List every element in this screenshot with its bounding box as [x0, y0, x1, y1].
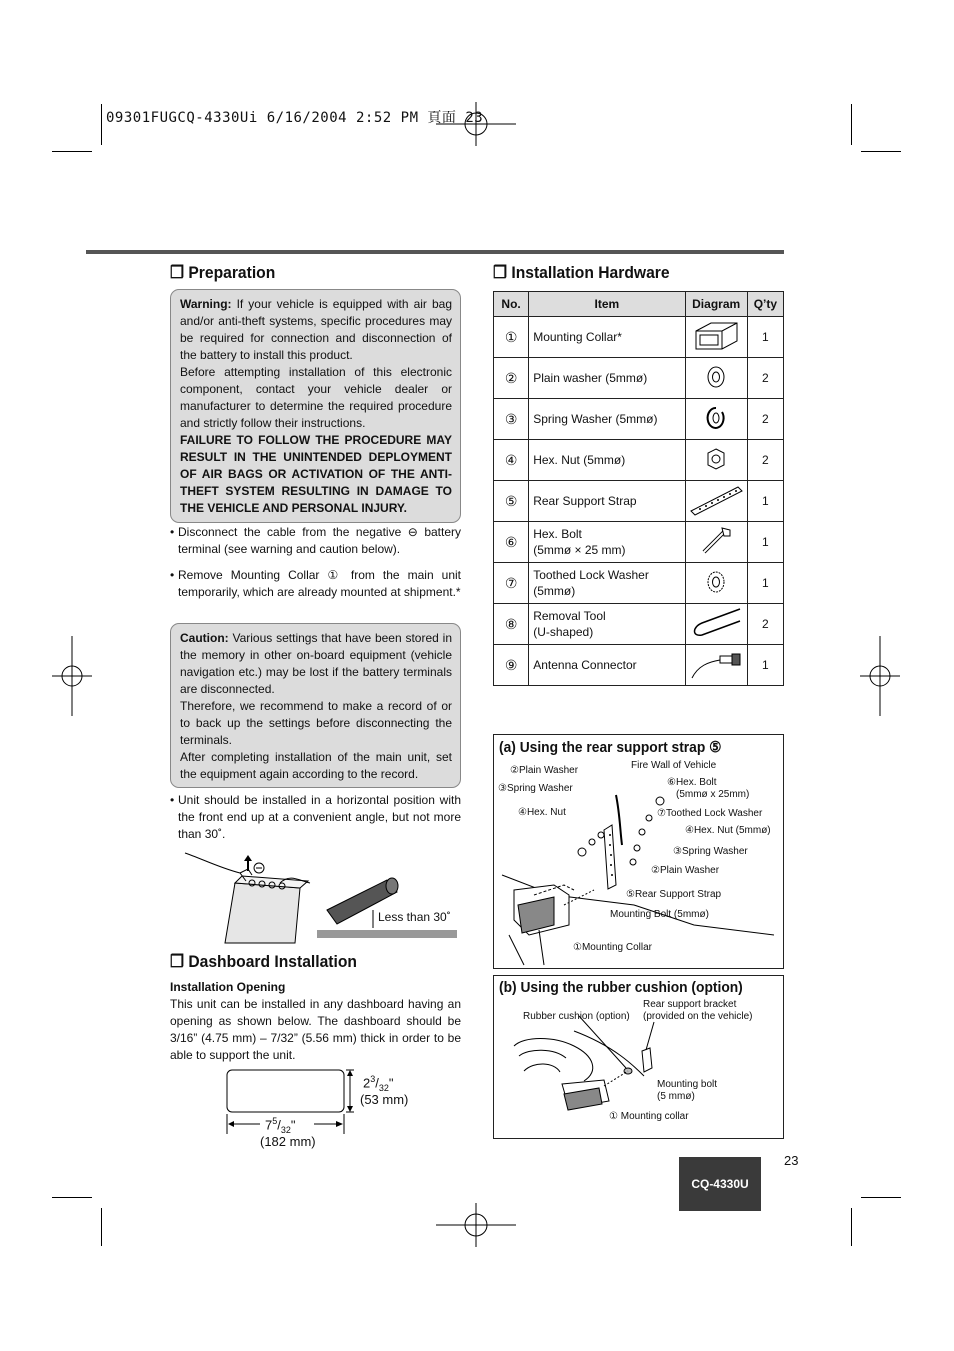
row-qty: 2 [747, 358, 783, 399]
angle-illustration [317, 870, 457, 942]
label-fire-wall: Fire Wall of Vehicle [631, 760, 717, 771]
row-qty: 1 [747, 563, 783, 604]
label-plain-washer-left: ②Plain Washer [510, 765, 579, 776]
height-dimension-mm: (53 mm) [360, 1092, 409, 1107]
row-item: Spring Washer (5mmø) [529, 399, 685, 440]
label-hex-bolt-size: (5mmø x 25mm) [676, 789, 750, 800]
caution-box [170, 623, 461, 788]
header-qty: Q’ty [747, 292, 783, 317]
row-qty: 1 [747, 317, 783, 358]
height-dimension-numerator: 3 [370, 1074, 376, 1084]
label-rear-support-bracket: Rear support bracket (provided on the vehicle) [643, 999, 753, 1022]
crop-mark [851, 1208, 852, 1246]
panel-rear-support-strap [493, 734, 784, 969]
spring-washer-diagram [685, 399, 747, 440]
row-number: ⑤ [494, 481, 529, 522]
row-number: ④ [494, 440, 529, 481]
panel-b-title: (b) Using the rubber cushion (option) [499, 979, 743, 996]
removal-tool-diagram [685, 604, 747, 645]
table-row [494, 481, 784, 522]
crop-mark [52, 151, 92, 152]
table-row [494, 522, 784, 563]
panel-a-title: (a) Using the rear support strap ⑤ [499, 739, 722, 756]
row-qty: 2 [747, 440, 783, 481]
width-dimension-numerator: 5 [272, 1116, 278, 1126]
width-dimension-mm: (182 mm) [260, 1134, 316, 1149]
table-row [494, 399, 784, 440]
row-item: Removal Tool (U-shaped) [529, 604, 685, 645]
row-number: ③ [494, 399, 529, 440]
row-number: ⑦ [494, 563, 529, 604]
header-item: Item [529, 292, 685, 317]
label-mounting-bolt-b: Mounting bolt (5 mmø) [657, 1079, 718, 1102]
crop-mark [851, 104, 852, 145]
bullet-remove-collar: • Remove Mounting Collar ① from the main unit temporarily, which are already mounted at shipment.* [170, 568, 461, 599]
caution-text: Various settings that have been stored in the memory in other on-board equipment (vehicle navigation etc.) may be lost if the battery terminals are disconnected. [180, 631, 452, 696]
row-number: ② [494, 358, 529, 399]
label-hex-bolt: ⑥Hex. Bolt [667, 777, 717, 788]
row-qty: 1 [747, 645, 783, 686]
label-hex-nut-left: ④Hex. Nut [518, 807, 566, 818]
label-mounting-bolt: Mounting Bolt (5mmø) [610, 909, 709, 920]
warning-label: Warning: [180, 297, 232, 311]
bullet-remove-collar-text: Remove Mounting Collar ① from the main unit temporarily, which are already mounted at shipment.* [178, 568, 461, 599]
caution-label: Caution: [180, 631, 229, 645]
preparation-heading: ❒ Preparation [170, 263, 276, 282]
row-item: Antenna Connector [529, 645, 685, 686]
plain-washer-diagram [685, 358, 747, 399]
label-spring-washer-left: ③Spring Washer [498, 783, 573, 794]
width-dimension: $7^5/_{32}$" [265, 1116, 296, 1135]
mounting-collar-diagram [685, 317, 747, 358]
row-qty: 2 [747, 399, 783, 440]
antenna-connector-diagram [685, 645, 747, 686]
bullet-angle-text: Unit should be installed in a horizontal position with the front end up at a convenient angle, but not more than 30˚. [178, 793, 461, 841]
print-slug: 09301FUGCQ-4330Ui 6/16/2004 2:52 PM 頁面 23 [106, 110, 484, 126]
height-dimension: $2^3/_{32}$" [363, 1074, 394, 1093]
table-row [494, 604, 784, 645]
row-qty: 2 [747, 604, 783, 645]
table-row [494, 645, 784, 686]
width-dimension-denominator: 32 [280, 1124, 291, 1135]
panel-rubber-cushion [493, 975, 784, 1139]
installation-opening-subtitle: Installation Opening [170, 980, 286, 994]
caution-text-2: Therefore, we recommend to make a record of or to back up the settings before disconnecting the terminals. [180, 699, 452, 747]
row-item: Hex. Nut (5mmø) [529, 440, 685, 481]
height-dimension-whole: 2 [363, 1075, 371, 1091]
table-row [494, 358, 784, 399]
section-divider [86, 250, 784, 254]
row-number: ⑥ [494, 522, 529, 563]
label-toothed-lock-washer: ⑦Toothed Lock Washer [657, 808, 763, 819]
page-number: 23 [784, 1153, 799, 1168]
crop-mark [101, 1208, 102, 1246]
row-qty: 1 [747, 481, 783, 522]
registration-mark-left [52, 636, 92, 716]
width-dimension-whole: 7 [265, 1117, 273, 1133]
warning-text-2: Before attempting installation of this electronic component, contact your vehicle dealer or manufacturer to determine the required procedure and strictly follow their instructions. [180, 365, 452, 430]
label-rear-support-strap: ⑤Rear Support Strap [626, 889, 722, 900]
row-number: ⑧ [494, 604, 529, 645]
crop-mark [52, 1197, 92, 1198]
battery-illustration [180, 843, 320, 947]
table-row [494, 563, 784, 604]
row-number: ⑨ [494, 645, 529, 686]
row-item: Rear Support Strap [529, 481, 685, 522]
row-item: Mounting Collar* [529, 317, 685, 358]
registration-mark-right [860, 636, 900, 716]
label-hex-nut-right: ④Hex. Nut (5mmø) [685, 825, 771, 836]
bullet-angle: • Unit should be installed in a horizontal position with the front end up at a convenient angle, but not more than 30˚. [170, 793, 461, 841]
bullet-disconnect-text: Disconnect the cable from the negative ⊖ battery terminal (see warning and caution below). [178, 525, 461, 556]
crop-mark [101, 104, 102, 145]
warning-box [170, 289, 461, 523]
toothed-lock-washer-diagram [685, 563, 747, 604]
crop-mark [861, 1197, 901, 1198]
model-badge: CQ-4330U [679, 1157, 761, 1211]
row-qty: 1 [747, 522, 783, 563]
label-mounting-collar: ①Mounting Collar [573, 942, 652, 953]
table-row [494, 440, 784, 481]
bullet-disconnect: • Disconnect the cable from the negative ⊖ battery terminal (see warning and caution below). [170, 525, 461, 556]
table-header-row [494, 292, 784, 317]
warning-text: If your vehicle is equipped with air bag and/or anti-theft systems, specific procedures may be required for connection and disconnection of the battery to install this product. [180, 297, 452, 362]
label-mounting-collar-b: ① Mounting collar [609, 1111, 689, 1122]
header-no: No. [494, 292, 529, 317]
height-dimension-denominator: 32 [378, 1082, 389, 1093]
hex-nut-diagram [685, 440, 747, 481]
angle-label: Less than 30˚ [378, 910, 451, 924]
hardware-table [493, 291, 784, 686]
registration-mark-bottom [436, 1203, 516, 1247]
dashboard-heading: ❒ Dashboard Installation [170, 952, 357, 971]
row-item: Hex. Bolt (5mmø × 25 mm) [529, 522, 685, 563]
rear-support-strap-diagram [685, 481, 747, 522]
row-item: Plain washer (5mmø) [529, 358, 685, 399]
hex-bolt-diagram [685, 522, 747, 563]
label-plain-washer-right: ②Plain Washer [651, 865, 720, 876]
crop-mark [861, 151, 901, 152]
header-diagram: Diagram [685, 292, 747, 317]
row-number: ① [494, 317, 529, 358]
warning-caps: FAILURE TO FOLLOW THE PROCEDURE MAY RESULT IN THE UNINTENDED DEPLOYMENT OF AIR BAGS OR ACTIVATION OF THE ANTI-THEFT SYSTEM RESULTING IN DAMAGE TO THE VEHICLE AND PERSONAL INJURY. [180, 433, 452, 515]
label-spring-washer-right: ③Spring Washer [673, 846, 748, 857]
table-row [494, 317, 784, 358]
row-item: Toothed Lock Washer (5mmø) [529, 563, 685, 604]
label-rubber-cushion: Rubber cushion (option) [523, 1011, 630, 1022]
caution-text-3: After completing installation of the main unit, set the equipment again according to the record. [180, 750, 452, 781]
hardware-heading: ❒ Installation Hardware [493, 263, 670, 282]
dashboard-text: This unit can be installed in any dashboard having an opening as shown below. The dashboard should be 3/16” (4.75 mm) – 7/32” (5.56 mm) thick in order to be able to support the unit. [170, 997, 461, 1062]
